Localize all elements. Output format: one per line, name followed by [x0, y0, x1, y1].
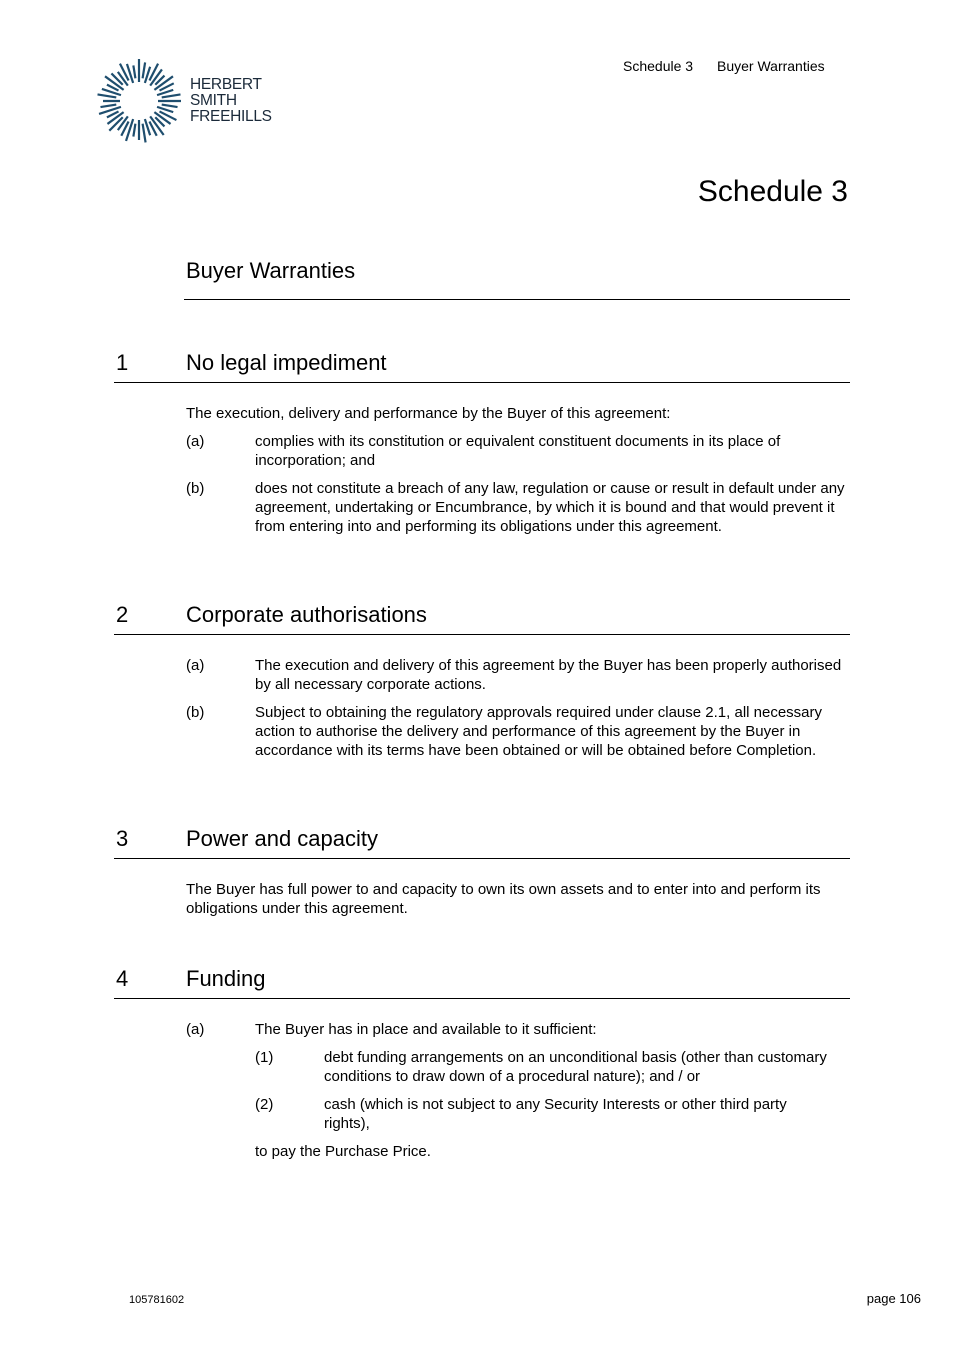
logo-ray	[109, 117, 122, 130]
item-label: (a)	[186, 1021, 205, 1038]
logo-ray	[133, 124, 135, 137]
section-number: 4	[116, 966, 129, 991]
logo-ray	[162, 105, 178, 108]
section-heading	[114, 602, 850, 635]
logo-text	[190, 77, 272, 125]
item-text: does not constitute a breach of any law, regulation or cause or result in default under any agreement, undertaking or Encumbrance, by which it is bound and that would prevent it from entering into and performing its obligations under this agreement.	[255, 480, 845, 535]
paragraph: to pay the Purchase Price.	[255, 1143, 431, 1160]
item-text: The execution and delivery of this agreement by the Buyer has been properly authorised by all necessary corporate actions.	[255, 657, 842, 693]
logo-ray	[100, 105, 116, 108]
item-label: (1)	[255, 1049, 274, 1066]
paragraph: The execution, delivery and performance by the Buyer of this agreement:	[186, 405, 671, 422]
logo-sunburst-icon	[96, 58, 182, 144]
logo-line: HERBERT	[190, 76, 262, 93]
item-text: complies with its constitution or equivalent constituent documents in its place of incorporation; and	[255, 433, 781, 469]
section-number: 3	[116, 826, 129, 851]
section-number: 2	[116, 602, 129, 627]
item-text: The Buyer has in place and available to it sufficient:	[255, 1021, 597, 1038]
page-number: page 106	[866, 1291, 921, 1306]
list-item	[186, 432, 846, 470]
item-label: (b)	[186, 480, 205, 497]
schedule-title: Schedule 3	[697, 175, 848, 208]
sub-list-item	[255, 1095, 835, 1133]
item-label: (b)	[186, 704, 205, 721]
list-item	[186, 1020, 846, 1039]
logo-ray	[143, 124, 146, 143]
list-item	[186, 656, 846, 694]
item-label: (a)	[186, 657, 205, 674]
section-heading	[114, 350, 850, 383]
section-title: Funding	[186, 966, 266, 991]
list-item	[186, 479, 846, 536]
logo-line: FREEHILLS	[190, 108, 272, 125]
list-item	[186, 703, 846, 760]
sub-list-item	[255, 1048, 835, 1086]
logo-ray	[145, 67, 150, 83]
item-text: cash (which is not subject to any Security Interests or other third party rights),	[324, 1096, 787, 1132]
logo-ray	[157, 107, 173, 112]
running-header-section: Buyer Warranties	[717, 58, 825, 74]
logo-ray	[133, 65, 135, 78]
item-text: Subject to obtaining the regulatory approvals required under clause 2.1, all necessary action to authorise the delivery and performance of this agreement by the Buyer in accordance with its terms have been obtained or will be obtained before Completion.	[255, 704, 823, 759]
title-divider	[184, 299, 850, 300]
logo-ray	[143, 62, 146, 78]
item-label: (2)	[255, 1096, 274, 1113]
logo-ray	[162, 94, 181, 97]
item-label: (a)	[186, 433, 205, 450]
section-heading	[114, 966, 850, 999]
section-title: Power and capacity	[186, 826, 378, 851]
running-header-schedule: Schedule 3	[623, 58, 694, 74]
logo-ray	[98, 94, 117, 97]
item-text: debt funding arrangements on an unconditional basis (other than customary conditions to draw down of a procedural nature); and / or	[324, 1049, 827, 1085]
logo-ray	[157, 90, 173, 95]
paragraph: The Buyer has full power to and capacity to own its own assets and to enter into and perform its obligations under this agreement.	[186, 881, 821, 917]
logo-ray	[145, 119, 150, 135]
section-title: No legal impediment	[186, 350, 387, 375]
logo-line: SMITH	[190, 92, 237, 109]
schedule-subtitle: Buyer Warranties	[186, 258, 356, 283]
section-title: Corporate authorisations	[186, 602, 427, 627]
section-number: 1	[116, 350, 129, 375]
document-id: 105781602	[129, 1294, 185, 1306]
section-heading	[114, 826, 850, 859]
